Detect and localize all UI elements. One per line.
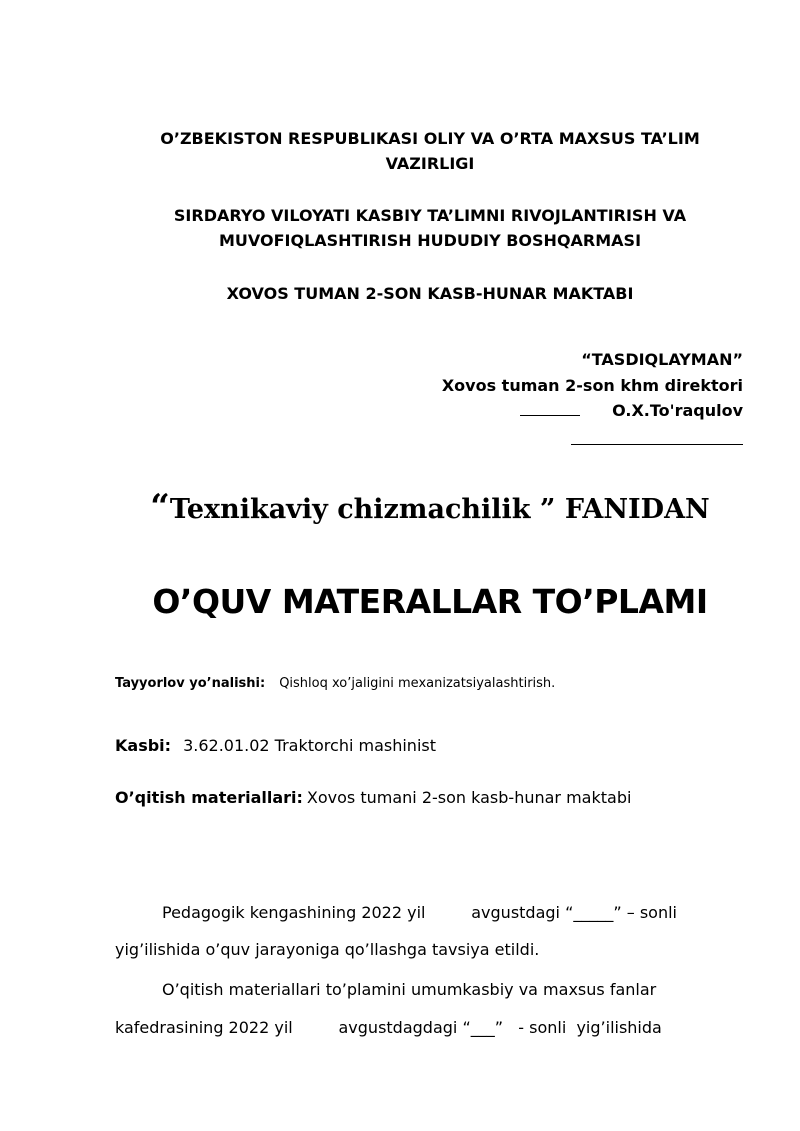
paragraph-line-1: Pedagogik kengashining 2022 yil avgustdagi “_____” – sonli xyxy=(162,903,677,922)
ministry-line-2: VAZIRLIGI xyxy=(385,154,475,173)
approval-signature-row xyxy=(520,398,743,424)
ministry-header xyxy=(100,126,760,176)
ministry-line-1: O’ZBEKISTON RESPUBLIKASI OLIY VA O’RTA MAXSUS TA’LIM xyxy=(160,129,700,148)
regional-line-2: MUVOFIQLASHTIRISH HUDUDIY BOSHQARMASI xyxy=(218,231,642,250)
signature-blank xyxy=(520,398,580,416)
profession-label: Kasbi: xyxy=(115,736,172,755)
paragraph-line-2: yig’ilishida o’quv jarayoniga qo’llashga tavsiya etildi. xyxy=(115,940,540,959)
subject-title xyxy=(80,488,780,529)
paragraph-line-4: kafedrasining 2022 yil avgustdagdagi “___” - sonli yig’ilishida xyxy=(115,1018,662,1037)
direction-row xyxy=(115,674,555,694)
subject-name: Texnikaviy chizmachilik xyxy=(169,494,540,525)
materials-row xyxy=(115,786,631,810)
materials-value: Xovos tumani 2-son kasb-hunar maktabi xyxy=(306,788,632,807)
regional-line-1: SIRDARYO VILOYATI KASBIY TA’LIMNI RIVOJLANTIRISH VA xyxy=(173,206,687,225)
approval-position: Xovos tuman 2-son khm direktori xyxy=(441,376,743,395)
profession-value: 3.62.01.02 Traktorchi mashinist xyxy=(183,736,436,755)
subject-suffix: FANIDAN xyxy=(555,494,710,525)
main-title: O’QUV MATERALLAR TO’PLAMI xyxy=(152,582,708,621)
direction-label: Tayyorlov yo’nalishi: xyxy=(115,676,266,691)
approval-name: O.X.To'raqulov xyxy=(612,401,743,420)
profession-row xyxy=(115,734,436,758)
approval-title: “TASDIQLAYMAN” xyxy=(581,350,743,369)
direction-value: Qishloq xo’jaligini mexanizatsiyalashtirish. xyxy=(279,676,556,691)
date-underline xyxy=(571,444,743,445)
regional-header xyxy=(100,203,760,253)
subject-close-quote: ” xyxy=(539,494,556,525)
school-header: XOVOS TUMAN 2-SON KASB-HUNAR MAKTABI xyxy=(226,284,634,303)
paragraph-line-3: O’qitish materiallari to’plamini umumkasbiy va maxsus fanlar xyxy=(162,980,657,999)
materials-label: O’qitish materiallari: xyxy=(115,788,303,807)
subject-open-quote: “ xyxy=(150,487,170,527)
